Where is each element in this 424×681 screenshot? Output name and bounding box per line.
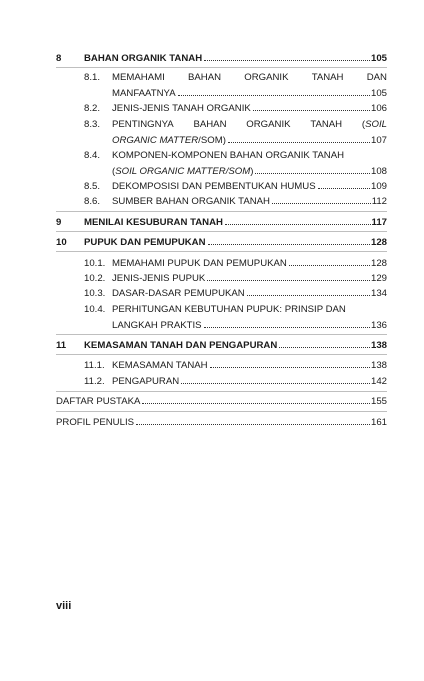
toc-section-8-1[interactable] <box>56 72 387 102</box>
chapter-title: PUPUK DAN PEMUPUKAN <box>84 237 206 248</box>
folio-page-number: viii <box>56 600 72 612</box>
divider <box>56 411 387 412</box>
chapter-title: MENILAI KESUBURAN TANAH <box>84 217 223 228</box>
dot-leader <box>279 346 370 348</box>
toc-author-profile[interactable] <box>56 417 387 428</box>
dot-leader <box>253 109 370 111</box>
page-number: 138 <box>370 360 387 371</box>
entry-title: DAFTAR PUSTAKA <box>56 396 141 407</box>
divider <box>56 251 387 252</box>
chapter-title: KEMASAMAN TANAH DAN PENGAPURAN <box>84 340 278 351</box>
section-number: 8.2. <box>84 103 101 114</box>
divider <box>56 211 387 212</box>
section-number: 10.4. <box>84 304 106 315</box>
toc-section-10-4[interactable] <box>56 304 387 334</box>
section-number: 10.2. <box>84 273 106 284</box>
page-number: 106 <box>370 103 387 114</box>
chapter-number: 11 <box>56 340 67 351</box>
section-number: 8.6. <box>84 196 101 207</box>
dot-leader <box>181 382 370 384</box>
page-number: 129 <box>370 273 387 284</box>
page-number: 112 <box>371 196 387 207</box>
toc-section-10-2[interactable] <box>56 273 387 289</box>
page-number: 142 <box>370 376 387 387</box>
section-title: SUMBER BAHAN ORGANIK TANAH <box>112 196 270 207</box>
page-number: 105 <box>370 88 387 99</box>
page-number: 107 <box>370 135 387 146</box>
dot-leader <box>204 59 370 61</box>
section-title-line-2: ORGANIC MATTER/SOM) <box>112 135 226 146</box>
toc-section-10-3[interactable] <box>56 288 387 304</box>
section-title-line-1: PERHITUNGAN KEBUTUHAN PUPUK: PRINSIP DAN <box>112 304 346 315</box>
page-number: 155 <box>370 396 387 407</box>
section-title-line-1: PENTINGNYA BAHAN ORGANIK TANAH (SOIL <box>112 119 387 130</box>
section-title-line-2: LANGKAH PRAKTIS <box>112 320 202 331</box>
toc-section-10-1[interactable] <box>56 258 387 274</box>
divider <box>56 67 387 68</box>
dot-leader <box>247 294 370 296</box>
dot-leader <box>225 223 371 225</box>
dot-leader <box>289 264 370 266</box>
dot-leader <box>210 366 370 368</box>
chapter-title: BAHAN ORGANIK TANAH <box>84 53 203 64</box>
divider <box>56 391 387 392</box>
toc-section-8-5[interactable] <box>56 181 387 197</box>
section-title: DASAR-DASAR PEMUPUKAN <box>112 288 245 299</box>
page-number: 128 <box>370 237 387 248</box>
dot-leader <box>207 279 370 281</box>
section-number: 8.5. <box>84 181 101 192</box>
toc-section-8-6[interactable] <box>56 196 387 212</box>
dot-leader <box>204 326 370 328</box>
entry-title: PROFIL PENULIS <box>56 417 135 428</box>
section-title-line-2: (SOIL ORGANIC MATTER/SOM) <box>112 166 254 177</box>
toc-bibliography[interactable] <box>56 396 387 407</box>
page-number: 136 <box>370 320 387 331</box>
toc-section-11-2[interactable] <box>56 376 387 392</box>
dot-leader <box>208 243 370 245</box>
dot-leader <box>136 423 370 425</box>
toc-section-8-3[interactable] <box>56 119 387 149</box>
dot-leader <box>255 172 370 174</box>
page-number: 138 <box>370 340 387 351</box>
section-number: 11.1. <box>84 360 105 371</box>
page-number: 117 <box>371 217 387 228</box>
divider <box>56 334 387 335</box>
page-number: 108 <box>370 166 387 177</box>
dot-leader <box>272 202 371 204</box>
toc-section-8-4[interactable] <box>56 150 387 180</box>
toc-section-11-1[interactable] <box>56 360 387 376</box>
section-title: KEMASAMAN TANAH <box>112 360 208 371</box>
divider <box>56 354 387 355</box>
section-number: 10.1. <box>84 258 106 269</box>
dot-leader <box>178 94 370 96</box>
section-title: PENGAPURAN <box>112 376 180 387</box>
section-number: 10.3. <box>84 288 106 299</box>
page-number: 105 <box>370 53 387 64</box>
divider <box>56 231 387 232</box>
page-number: 109 <box>370 181 387 192</box>
toc-section-8-2[interactable] <box>56 103 387 119</box>
section-number: 8.4. <box>84 150 101 161</box>
dot-leader <box>318 187 370 189</box>
section-title: JENIS-JENIS PUPUK <box>112 273 206 284</box>
section-title: JENIS-JENIS TANAH ORGANIK <box>112 103 251 114</box>
page-number: 134 <box>370 288 387 299</box>
section-title-line-1: KOMPONEN-KOMPONEN BAHAN ORGANIK TANAH <box>112 150 345 161</box>
chapter-number: 10 <box>56 237 67 248</box>
page-number: 128 <box>370 258 387 269</box>
section-number: 8.1. <box>84 72 101 83</box>
dot-leader <box>228 141 370 143</box>
section-title: MEMAHAMI PUPUK DAN PEMUPUKAN <box>112 258 287 269</box>
section-title-line-1: MEMAHAMI BAHAN ORGANIK TANAH DAN <box>112 72 387 83</box>
page-number: 161 <box>370 417 387 428</box>
chapter-number: 8 <box>56 53 62 64</box>
section-number: 8.3. <box>84 119 101 130</box>
section-title: DEKOMPOSISI DAN PEMBENTUKAN HUMUS <box>112 181 316 192</box>
chapter-number: 9 <box>56 217 62 228</box>
dot-leader <box>142 402 370 404</box>
section-title-line-2: MANFAATNYA <box>112 88 176 99</box>
section-number: 11.2. <box>84 376 105 387</box>
